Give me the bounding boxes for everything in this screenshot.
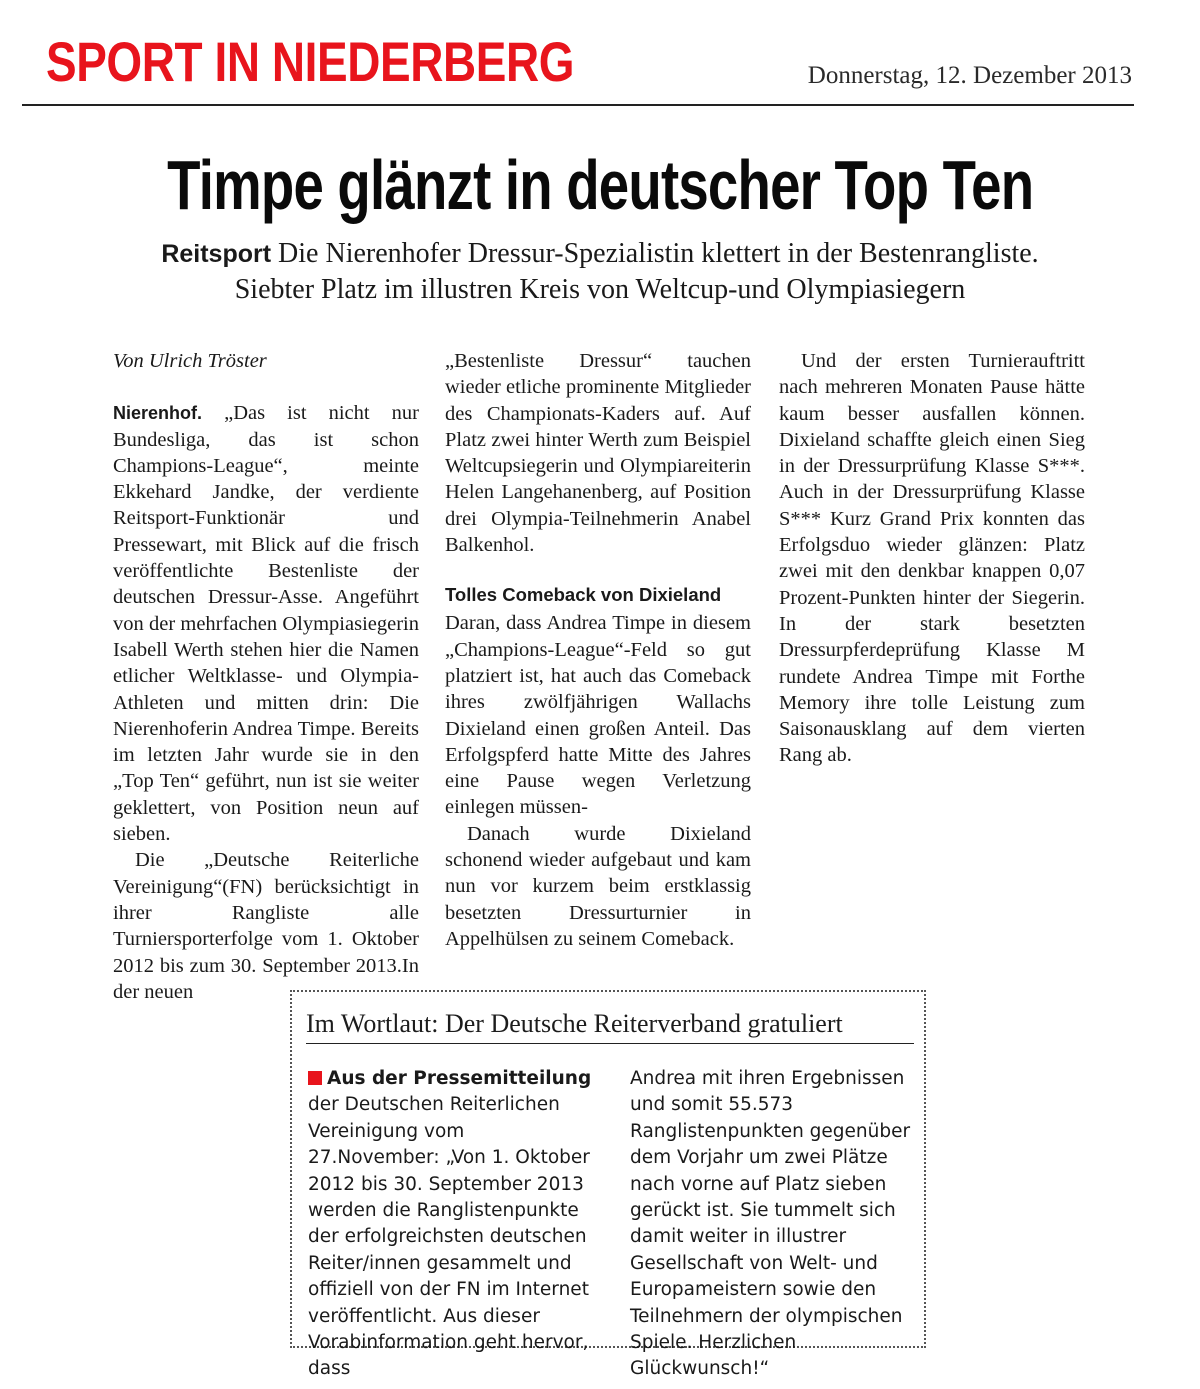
header-rule — [22, 104, 1134, 106]
quote-text-2: Andrea mit ihren Ergebnissen und somit 55.573 Ranglistenpunkten gegenüber dem Vorjahr um zwei Plätze nach vorne auf Platz sieben gerückt ist. Sie tummelt sich damit weiter in illustrer Gesellschaft von Welt- und Europameistern sowie den Teilnehmern der olympischen Spiele. Herzlichen Glückwunsch!“ — [630, 1068, 911, 1380]
article-paragraph-5: Danach wurde Dixieland schonend wieder aufgebaut und kam nun vor kurzem beim erstklassig besetzten Dressurturnier in Appelhülsen zu seinem Comeback. — [445, 822, 751, 950]
article-paragraph-6: Und der ersten Turnierauftritt nach mehreren Monaten Pause hätte kaum besser ausfallen können. Dixieland schaffte gleich einen Sieg in der Dressurprüfung Klasse S***. Auch in der Dressurprüfung Klasse S*** Kurz Grand Prix konnten das Erfolgsduo wieder glänzen: Platz zwei mit den denkbar knappen 0,07 Prozent-Punkten hinter der Siegerin. In der stark besetzten Dressurpferdeprüfung Klasse M rundete Andrea Timpe mit Forthe Memory ihre tolle Leistung zum Saisonausklang auf dem vierten Rang ab. — [779, 350, 1085, 767]
quote-column-1 — [308, 1066, 600, 1383]
article-column-2 — [445, 348, 751, 952]
article-column-3 — [779, 348, 1085, 769]
quote-text-1: der Deutschen Reiterlichen Vereinigung vom 27.November: „Von 1. Oktober 2012 bis 30. September 2013 werden die Ranglistenpunkte der erfolgreichsten deutschen Reiter/innen gesammelt und offiziell von der FN im Internet veröffentlicht. Aus dieser Vorabinformation geht hervor, dass — [308, 1094, 590, 1380]
article-paragraph-1 — [113, 400, 419, 847]
quote-column-2 — [630, 1066, 922, 1383]
article-paragraph-2: Die „Deutsche Reiterliche Vereinigung“(FN) berücksichtigt in ihrer Rangliste alle Turniersporterfolge vom 1. Oktober 2012 bis zum 30. September 2013.In der neuen — [113, 849, 419, 1003]
headline-text: Timpe glänzt in deutscher Top Ten — [166, 146, 1034, 224]
red-square-icon — [308, 1071, 322, 1085]
quote-lead: Aus der Pressemitteilung — [327, 1068, 592, 1089]
headline — [0, 140, 1200, 230]
deck-line-1: Die Nierenhofer Dressur-Spezialistin klettert in der Bestenrangliste. — [278, 238, 1039, 269]
article-column-1 — [113, 348, 419, 1005]
byline: Von Ulrich Tröster — [113, 350, 267, 372]
dateline: Nierenhof. — [113, 403, 203, 424]
issue-date: Donnerstag, 12. Dezember 2013 — [807, 62, 1132, 89]
quote-paragraph-1 — [308, 1066, 600, 1383]
subheading: Tolles Comeback von Dixieland — [445, 584, 722, 606]
quote-box-title: Im Wortlaut: Der Deutsche Reiterverband gratuliert — [306, 1007, 914, 1044]
deck-line-2: Siebter Platz im illustren Kreis von Weltcup-und Olympiasiegern — [234, 274, 966, 305]
article-paragraph-1-text: „Das ist nicht nur Bundesliga, das ist schon Champions-League“, meinte Ekkehard Jandke, der verdiente Reitsport-Funktionär und Pressewart, mit Blick auf die frisch veröffentlichte Bestenliste der deutschen Dressur-Asse. Angeführt von der mehrfachen Olympiasiegerin Isabell Werth stehen hier die Namen etlicher Weltklasse- und Olympia-Athleten und mitten drin: Die Nierenhoferin Andrea Timpe. Bereits im letzten Jahr wurde sie in den „Top Ten“ geführt, nun ist sie weiter geklettert, von Position neun auf sieben. — [113, 402, 419, 846]
article-paragraph-4: Daran, dass Andrea Timpe in diesem „Champions-League“-Feld so gut platziert ist, hat auch das Comeback ihres zwölfjährigen Wallachs Dixieland einen großen Anteil. Das Erfolgspferd hatte Mitte des Jahres eine Pause wegen Verletzung einlegen müssen- — [445, 612, 751, 819]
deck-kicker: Reitsport — [161, 240, 272, 268]
section-title: SPORT IN NIEDERBERG — [46, 30, 575, 93]
deck — [60, 236, 1140, 308]
article-paragraph-3: „Bestenliste Dressur“ tauchen wieder etliche prominente Mitglieder des Championats-Kaders auf. Auf Platz zwei hinter Werth zum Beispiel Weltcupsiegerin und Olympiareiterin Helen Langehanenberg, auf Position drei Olympia-Teilnehmerin Anabel Balkenhol. — [445, 350, 751, 557]
